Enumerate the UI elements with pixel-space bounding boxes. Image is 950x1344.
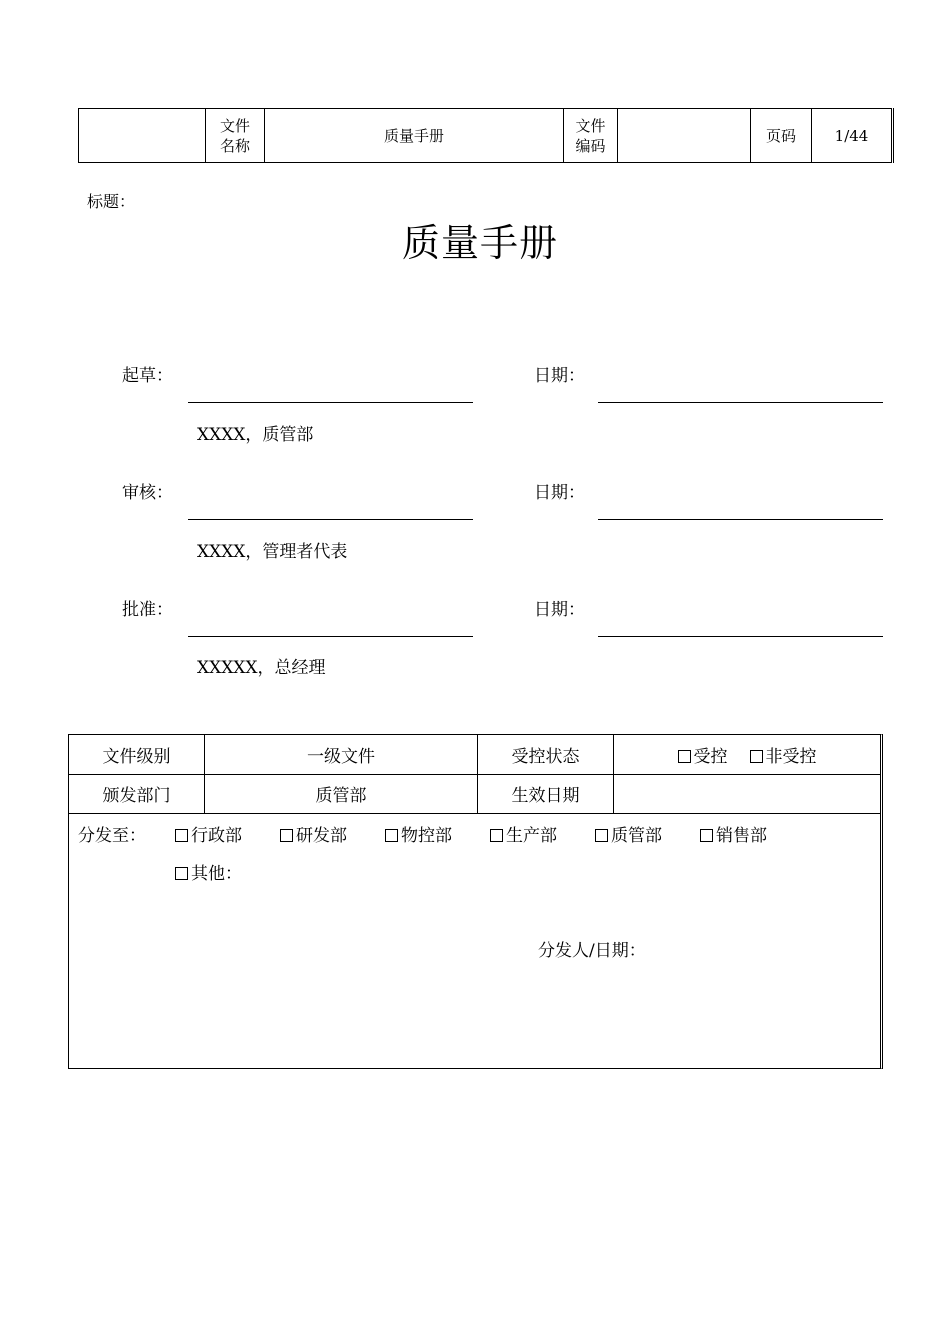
dept-checkbox-production[interactable]: 生产部 (490, 821, 557, 846)
info-row-dept (69, 774, 880, 814)
checkbox-icon (700, 829, 713, 842)
dept-checkbox-admin[interactable]: 行政部 (175, 821, 242, 846)
drafter-date-line[interactable] (598, 402, 883, 403)
dept-checkbox-rnd[interactable]: 研发部 (280, 821, 347, 846)
drafter-signature-line[interactable] (188, 402, 473, 403)
controlled-checkbox[interactable]: 受控 (678, 742, 728, 767)
effective-date-label: 生效日期 (478, 774, 614, 813)
checkbox-icon (175, 867, 188, 880)
dept-checkbox-sales[interactable]: 销售部 (700, 821, 767, 846)
approver-date-label: 日期： (534, 600, 585, 620)
info-row-level (69, 735, 880, 775)
document-title: 质量手册 (401, 221, 558, 265)
issuing-dept-value: 质管部 (205, 774, 478, 813)
level-value: 一级文件 (205, 735, 478, 774)
issuing-dept-label: 颁发部门 (69, 774, 205, 813)
checkbox-icon (595, 829, 608, 842)
header-table (78, 108, 894, 163)
page-value: 1/44 (812, 109, 893, 163)
file-name-value: 质量手册 (265, 109, 564, 163)
header-logo-cell (79, 109, 206, 163)
approver-label: 批准： (122, 600, 173, 620)
file-name-label: 文件 名称 (206, 109, 265, 163)
control-status-options (614, 735, 880, 774)
distribute-to-label: 分发至： (78, 826, 146, 846)
file-code-label: 文件 编码 (564, 109, 618, 163)
dept-checkbox-other[interactable]: 其他： (175, 859, 242, 884)
checkbox-icon (175, 829, 188, 842)
reviewer-date-line[interactable] (598, 519, 883, 520)
drafter-date-label: 日期： (534, 366, 585, 386)
checkbox-icon (280, 829, 293, 842)
reviewer-name: XXXX，管理者代表 (197, 542, 348, 562)
checkbox-icon (678, 750, 691, 763)
checkbox-icon (750, 750, 763, 763)
title-label: 标题： (87, 192, 136, 211)
drafter-label: 起草： (122, 366, 173, 386)
dept-checkbox-quality[interactable]: 质管部 (595, 821, 662, 846)
info-table (68, 734, 883, 1069)
effective-date-value[interactable] (614, 774, 880, 813)
control-status-label: 受控状态 (478, 735, 614, 774)
distributor-date-label: 分发人/日期： (538, 941, 646, 961)
checkbox-icon (385, 829, 398, 842)
checkbox-icon (490, 829, 503, 842)
reviewer-label: 审核： (122, 483, 173, 503)
approver-signature-line[interactable] (188, 636, 473, 637)
reviewer-signature-line[interactable] (188, 519, 473, 520)
uncontrolled-checkbox[interactable]: 非受控 (750, 742, 817, 767)
approver-date-line[interactable] (598, 636, 883, 637)
page-label: 页码 (751, 109, 812, 163)
dept-checkbox-material[interactable]: 物控部 (385, 821, 452, 846)
approver-name: XXXXX，总经理 (197, 658, 326, 678)
file-code-value (618, 109, 751, 163)
drafter-name: XXXX，质管部 (197, 425, 314, 445)
level-label: 文件级别 (69, 735, 205, 774)
reviewer-date-label: 日期： (534, 483, 585, 503)
